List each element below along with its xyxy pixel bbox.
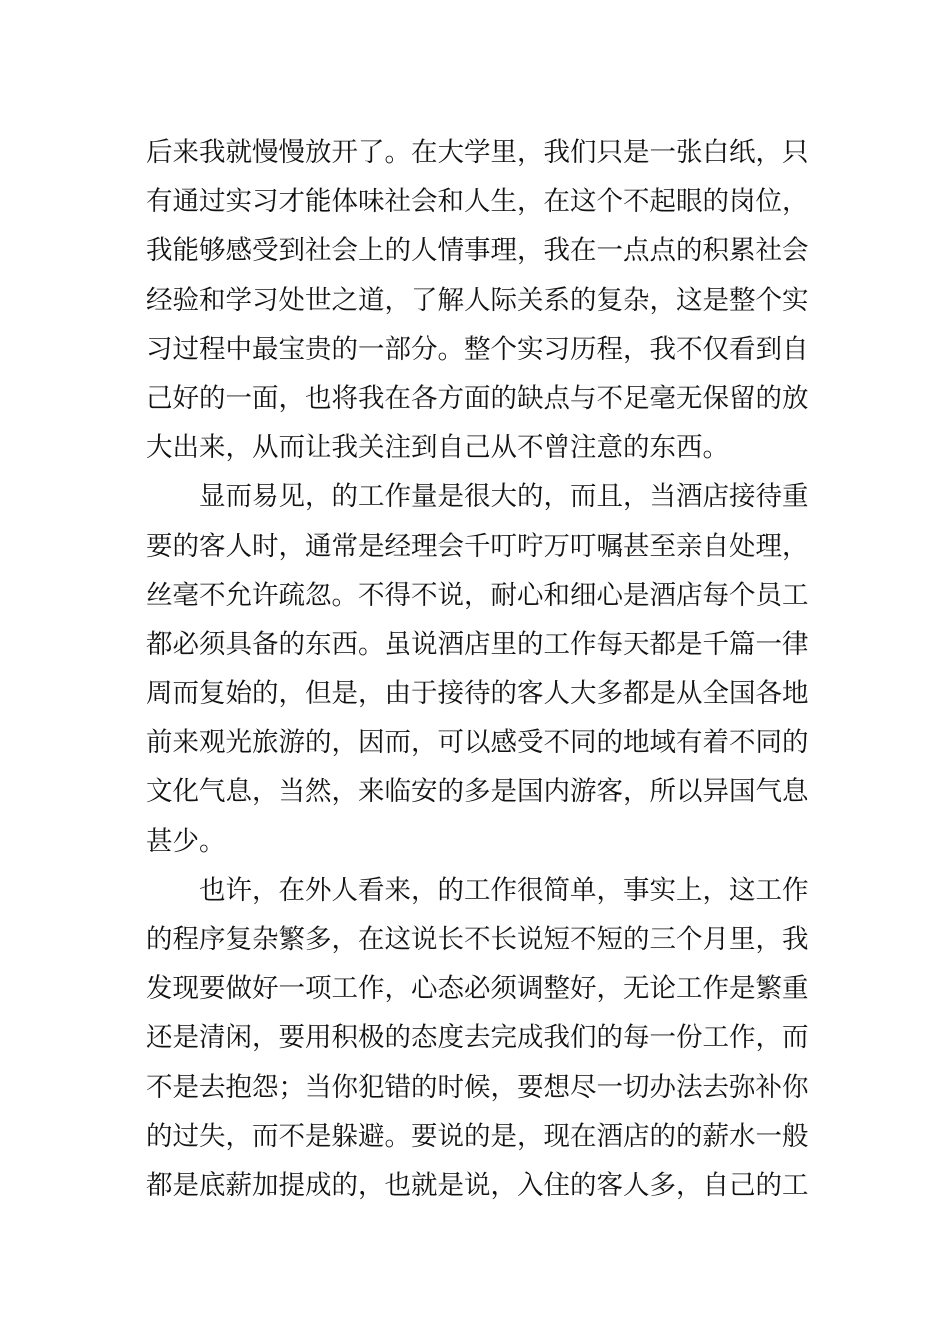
text-line: 文化气息，当然，来临安的多是国内游客，所以异国气息 bbox=[146, 776, 809, 808]
text-line: 经验和学习处世之道，了解人际关系的复杂，这是整个实 bbox=[146, 284, 809, 316]
text-line: 显而易见，的工作量是很大的，而且，当酒店接待重 bbox=[199, 481, 809, 513]
text-line: 还是清闲，要用积极的态度去完成我们的每一份工作，而 bbox=[146, 1022, 809, 1054]
paragraph-3 bbox=[146, 866, 808, 1210]
text-line: 后来我就慢慢放开了。在大学里，我们只是一张白纸，只 bbox=[146, 137, 809, 168]
text-line: 己好的一面，也将我在各方面的缺点与不足毫无保留的放 bbox=[146, 382, 809, 414]
text-line: 的过失，而不是躲避。要说的是，现在酒店的的薪水一般 bbox=[146, 1120, 809, 1152]
text-line: 丝毫不允许疏忽。不得不说，耐心和细心是酒店每个员工 bbox=[146, 579, 809, 611]
text-line: 周而复始的，但是，由于接待的客人大多都是从全国各地 bbox=[146, 678, 809, 710]
paragraph-1 bbox=[146, 128, 808, 472]
text-line: 要的客人时，通常是经理会千叮咛万叮嘱甚至亲自处理， bbox=[146, 530, 809, 562]
document-body bbox=[146, 128, 808, 1210]
text-line: 也许，在外人看来，的工作很简单，事实上，这工作 bbox=[199, 874, 809, 906]
text-line: 都是底薪加提成的，也就是说，入住的客人多，自己的工 bbox=[146, 1169, 809, 1201]
text-line: 大出来，从而让我关注到自己从不曾注意的东西。 bbox=[146, 432, 729, 464]
text-line: 前来观光旅游的，因而，可以感受不同的地域有着不同的 bbox=[146, 727, 809, 759]
paragraph-2 bbox=[146, 472, 808, 866]
text-line: 不是去抱怨；当你犯错的时候，要想尽一切办法去弥补你 bbox=[146, 1071, 809, 1103]
text-line: 的程序复杂繁多，在这说长不长说短不短的三个月里，我 bbox=[146, 924, 809, 955]
text-line: 甚少。 bbox=[146, 825, 226, 857]
text-line: 习过程中最宝贵的一部分。整个实习历程，我不仅看到自 bbox=[146, 333, 809, 365]
text-line: 我能够感受到社会上的人情事理，我在一点点的积累社会 bbox=[146, 235, 809, 267]
text-line: 有通过实习才能体味社会和人生，在这个不起眼的岗位， bbox=[146, 186, 809, 218]
text-line: 发现要做好一项工作，心态必须调整好，无论工作是繁重 bbox=[146, 973, 809, 1005]
text-line: 都必须具备的东西。虽说酒店里的工作每天都是千篇一律 bbox=[146, 628, 809, 660]
